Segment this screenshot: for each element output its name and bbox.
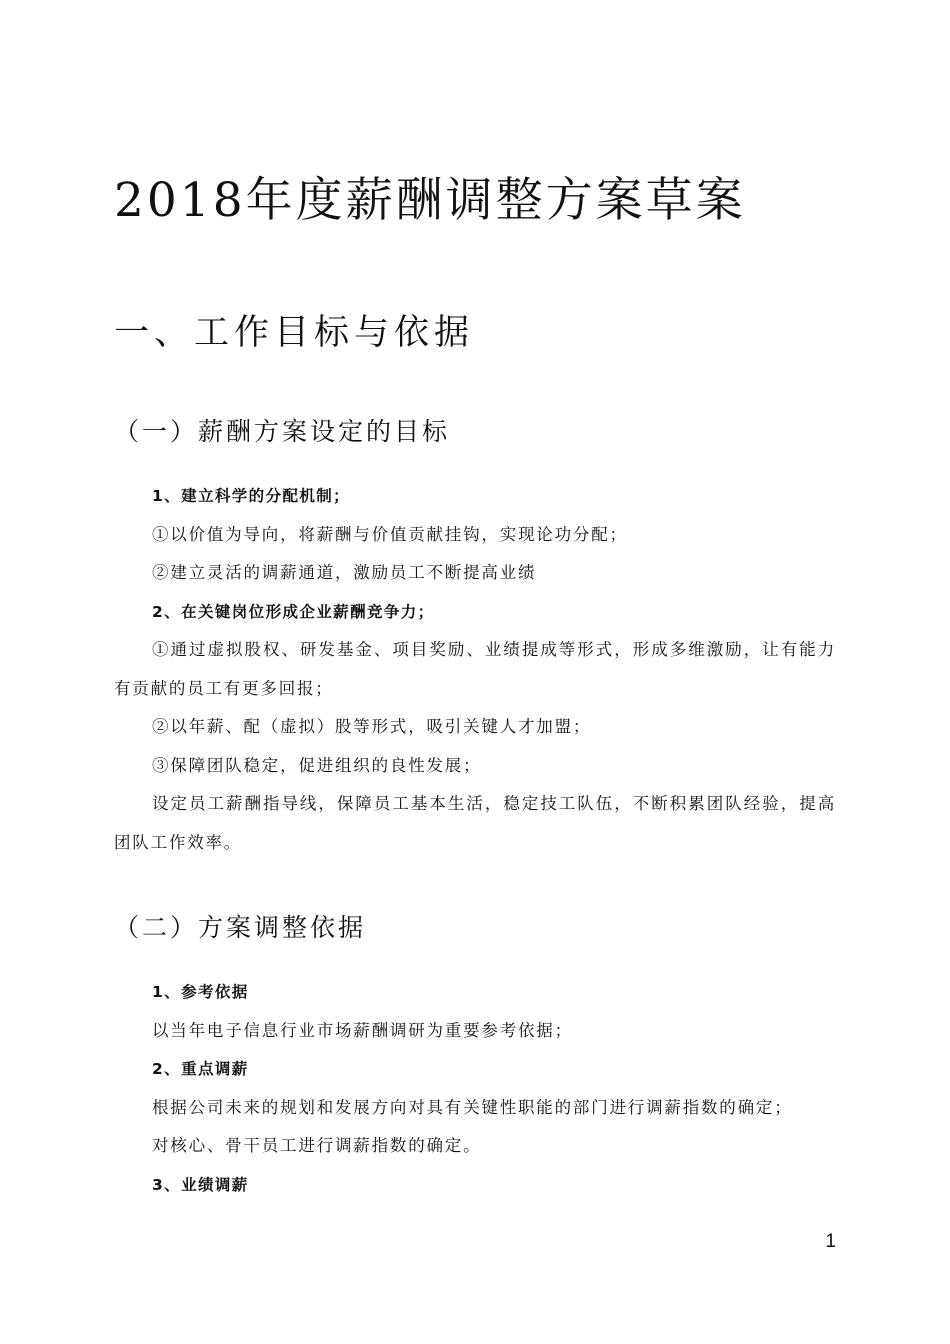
paragraph: ①以价值为导向，将薪酬与价值贡献挂钩，实现论功分配； [152,524,628,544]
paragraph: 对核心、骨干员工进行调薪指数的确定。 [152,1136,482,1155]
item-heading-key-adjustment: 2、重点调薪 [152,1060,249,1078]
paragraph: 设定员工薪酬指导线，保障员工基本生活，稳定技工队伍，不断积累团队经验，提高团队工作效率。 [114,794,836,852]
paragraph: ②建立灵活的调薪通道，激励员工不断提高业绩 [152,563,537,582]
paragraph: ③保障团队稳定，促进组织的良性发展； [152,755,482,775]
section-heading-work-goals: 一、工作目标与依据 [114,313,475,353]
item-heading-reference-basis: 1、参考依据 [152,983,249,1001]
paragraph: 根据公司未来的规划和发展方向对具有关键性职能的部门进行调薪指数的确定； [152,1097,793,1117]
page-number: 1 [825,1231,836,1252]
item-heading-performance-adjustment: 3、业绩调薪 [152,1175,249,1194]
paragraph: ①通过虚拟股权、研发基金、项目奖励、业绩提成等形式，形成多维激励，让有能力有贡献的员工有更多回报； [114,640,836,698]
document-title: 2018年度薪酬调整方案草案 [114,173,746,228]
item-heading-distribution-mechanism: 1、建立科学的分配机制； [152,487,351,505]
subsection-heading-adjustment-basis: （二）方案调整依据 [114,913,367,942]
subsection-heading-salary-goals: （一）薪酬方案设定的目标 [114,417,451,446]
adjustment-basis-body [114,973,836,1204]
paragraph: 以当年电子信息行业市场薪酬调研为重要参考依据； [152,1020,573,1040]
item-heading-key-positions: 2、在关键岗位形成企业薪酬竞争力； [152,602,435,621]
paragraph: ②以年薪、配（虚拟）股等形式，吸引关键人才加盟； [152,717,592,736]
salary-goals-body [114,477,836,862]
